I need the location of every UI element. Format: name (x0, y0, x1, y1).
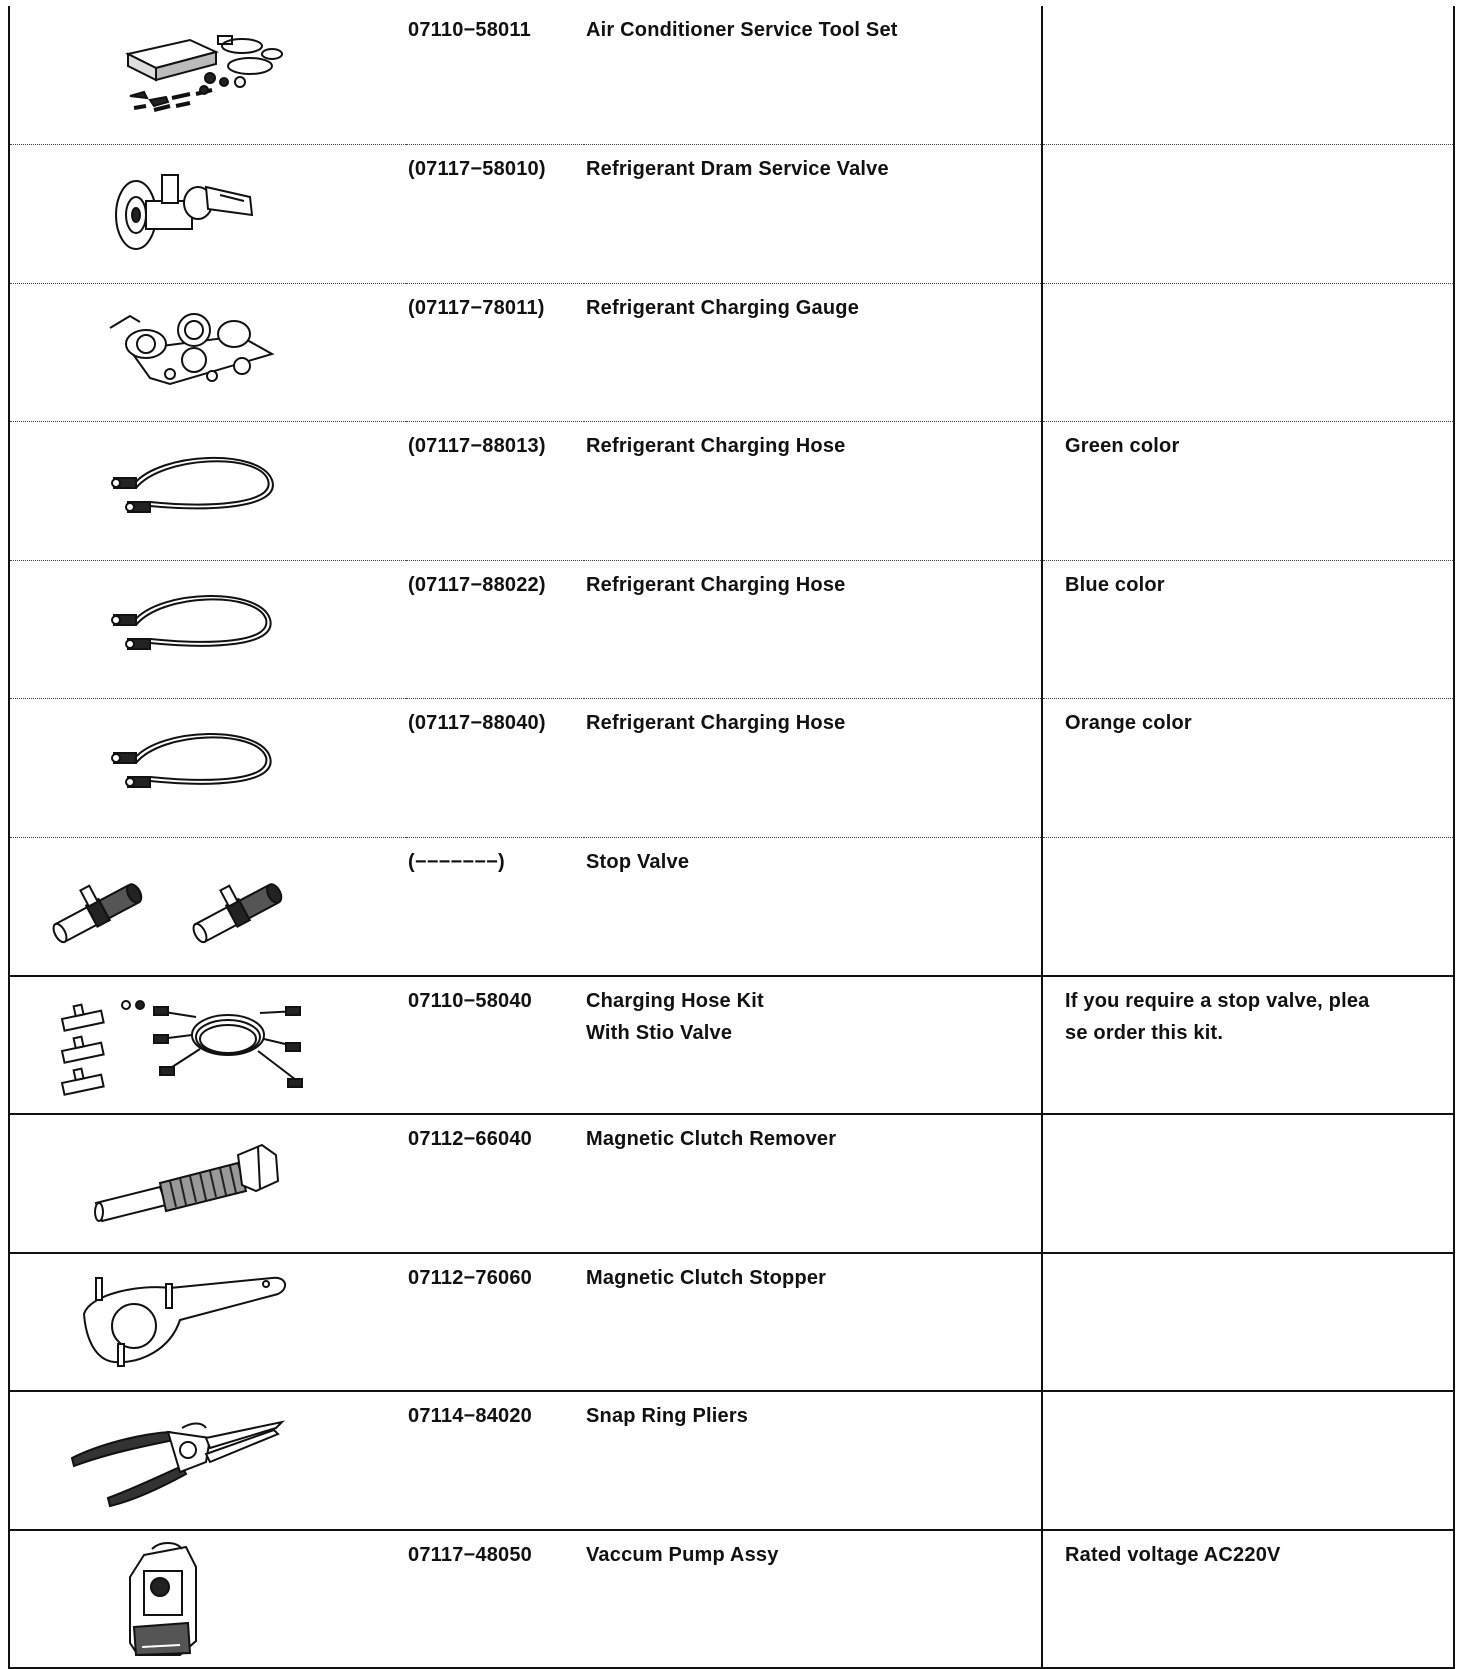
tool-name: Stop Valve (586, 850, 690, 873)
table-row (9, 1391, 1454, 1530)
tool-name: Refrigerant Charging Hose (586, 573, 846, 596)
clutch-stopper-illustration-icon (10, 1254, 406, 1392)
illustration-cell (9, 283, 406, 422)
tool-name: Vaccum Pump Assy (586, 1543, 779, 1566)
table-row (9, 976, 1454, 1115)
tool-name: Refrigerant Charging Hose (586, 435, 846, 457)
note-text-line-2: se order this kit. (1065, 1021, 1224, 1044)
table-row (9, 699, 1454, 838)
part-number: 07110−58040 (408, 989, 533, 1012)
tool-name: Refrigerant Dram Service Valve (586, 158, 889, 180)
illustration-cell (9, 145, 406, 284)
charging-gauge-illustration-icon (10, 284, 406, 422)
illustration-cell (9, 1391, 406, 1530)
illustration-cell (9, 422, 406, 561)
stop-valve-illustration-icon (10, 838, 406, 976)
service-valve-illustration-icon (10, 145, 406, 283)
illustration-cell (9, 1530, 406, 1669)
part-number: 07117−48050 (408, 1543, 533, 1566)
hose-kit-illustration-icon (10, 977, 406, 1115)
note-cell (1042, 283, 1454, 422)
table-row (9, 422, 1454, 561)
table-row (9, 837, 1454, 976)
note-text: Blue color (1065, 573, 1165, 596)
vacuum-pump-illustration-icon (10, 1531, 406, 1669)
part-number: 07110−58011 (408, 19, 531, 41)
illustration-cell (9, 837, 406, 976)
part-number: (07117−88013) (408, 435, 546, 457)
tool-name: Refrigerant Charging Hose (586, 712, 846, 734)
tool-name: Charging Hose Kit (586, 989, 764, 1012)
illustration-cell (9, 560, 406, 699)
tool-name-line-2: With Stio Valve (586, 1021, 733, 1044)
hose-illustration-icon (10, 422, 406, 560)
hose-illustration-icon (10, 699, 406, 837)
table-row (9, 6, 1454, 145)
table-row (9, 283, 1454, 422)
table-row (9, 1253, 1454, 1392)
snap-ring-pliers-illustration-icon (10, 1392, 406, 1530)
illustration-cell (9, 699, 406, 838)
note-text: Green color (1065, 435, 1180, 457)
note-cell (1042, 1114, 1454, 1253)
illustration-cell (9, 1114, 406, 1253)
part-number: (−−−−−−−) (408, 850, 505, 873)
note-cell (1042, 1391, 1454, 1530)
clutch-remover-illustration-icon (10, 1115, 406, 1253)
note-cell (1042, 837, 1454, 976)
note-cell (1042, 145, 1454, 284)
tool-set-illustration-icon (10, 6, 406, 144)
part-number: 07114−84020 (408, 1405, 533, 1427)
table-row (9, 1530, 1454, 1669)
part-number: 07112−66040 (408, 1128, 533, 1150)
part-number: (07117−78011) (408, 296, 545, 319)
hose-illustration-icon (10, 561, 406, 699)
tool-table (8, 6, 1455, 1669)
illustration-cell (9, 6, 406, 145)
note-cell (1042, 6, 1454, 145)
table-row (9, 560, 1454, 699)
part-number: (07117−88022) (408, 573, 546, 596)
illustration-cell (9, 976, 406, 1115)
tool-name: Magnetic Clutch Stopper (586, 1266, 827, 1289)
tool-name: Magnetic Clutch Remover (586, 1128, 837, 1150)
tool-name: Air Conditioner Service Tool Set (586, 19, 898, 41)
table-row (9, 1114, 1454, 1253)
tool-name: Snap Ring Pliers (586, 1405, 749, 1427)
tool-name: Refrigerant Charging Gauge (586, 296, 860, 319)
part-number: 07112−76060 (408, 1266, 533, 1289)
illustration-cell (9, 1253, 406, 1392)
note-text: Rated voltage AC220V (1065, 1543, 1281, 1566)
note-text: If you require a stop valve, plea (1065, 989, 1370, 1012)
table-row (9, 145, 1454, 284)
note-cell (1042, 1253, 1454, 1392)
part-number: (07117−58010) (408, 158, 546, 180)
note-text: Orange color (1065, 712, 1192, 734)
part-number: (07117−88040) (408, 712, 546, 734)
